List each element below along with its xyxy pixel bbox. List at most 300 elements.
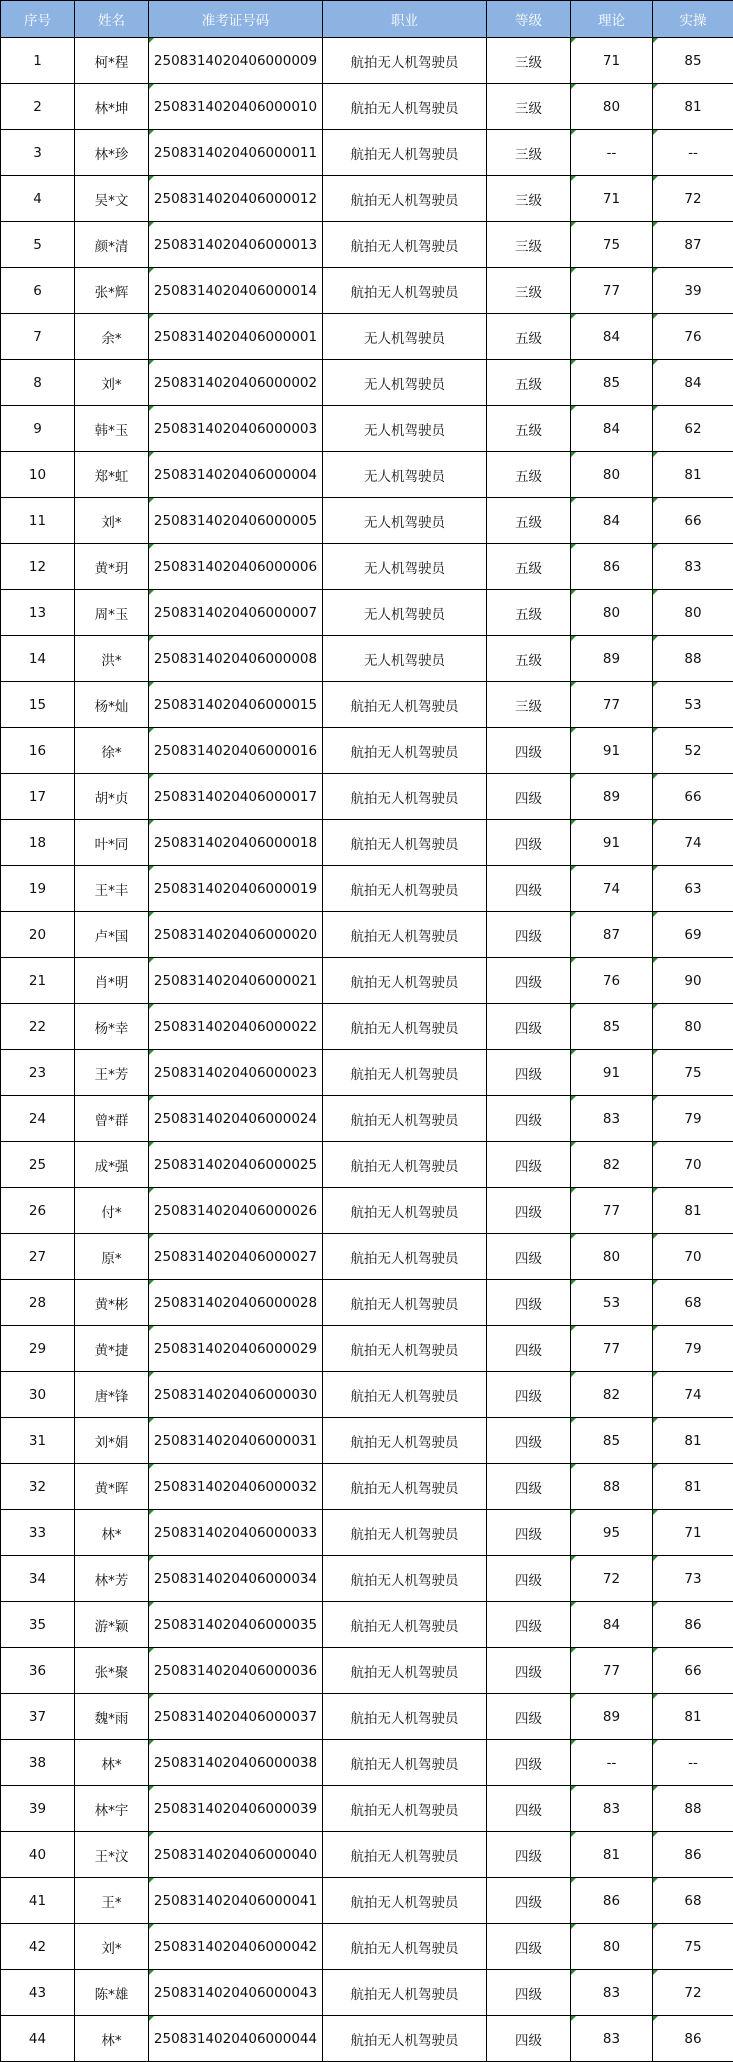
table-row (1, 1464, 733, 1510)
table-row (1, 1832, 733, 1878)
cell-name: 魏*雨 (75, 1694, 149, 1740)
table-row (1, 1188, 733, 1234)
cell-name: 原* (75, 1234, 149, 1280)
cell-practice: 72 (653, 176, 733, 222)
cell-ticket-number: 2508314020406000017 (149, 774, 323, 820)
cell-level: 四级 (487, 1924, 571, 1970)
cell-name: 林* (75, 1510, 149, 1556)
cell-ticket-number: 2508314020406000043 (149, 1970, 323, 2016)
cell-occupation: 航拍无人机驾驶员 (323, 1740, 487, 1786)
table-row (1, 130, 733, 176)
table-row (1, 1970, 733, 2016)
cell-practice: 66 (653, 498, 733, 544)
table-row (1, 912, 733, 958)
cell-name: 黄*晖 (75, 1464, 149, 1510)
cell-practice: 68 (653, 1280, 733, 1326)
cell-name: 林*芳 (75, 1556, 149, 1602)
cell-occupation: 航拍无人机驾驶员 (323, 268, 487, 314)
cell-level: 五级 (487, 498, 571, 544)
cell-practice: 70 (653, 1234, 733, 1280)
cell-ticket-number: 2508314020406000011 (149, 130, 323, 176)
table-row (1, 820, 733, 866)
cell-level: 四级 (487, 1740, 571, 1786)
table-row (1, 1740, 733, 1786)
cell-level: 五级 (487, 406, 571, 452)
cell-name: 王*汶 (75, 1832, 149, 1878)
cell-name: 洪* (75, 636, 149, 682)
table-row (1, 1510, 733, 1556)
cell-name: 林*坤 (75, 84, 149, 130)
cell-practice: 66 (653, 774, 733, 820)
cell-practice: 86 (653, 1602, 733, 1648)
cell-level: 四级 (487, 1510, 571, 1556)
cell-ticket-number: 2508314020406000020 (149, 912, 323, 958)
cell-level: 三级 (487, 176, 571, 222)
cell-practice: 88 (653, 1786, 733, 1832)
cell-name: 黄*玥 (75, 544, 149, 590)
cell-theory: 84 (571, 314, 653, 360)
cell-occupation: 航拍无人机驾驶员 (323, 2016, 487, 2062)
cell-name: 杨*幸 (75, 1004, 149, 1050)
table-row (1, 1050, 733, 1096)
cell-theory: 71 (571, 38, 653, 84)
cell-name: 肖*明 (75, 958, 149, 1004)
cell-ticket-number: 2508314020406000034 (149, 1556, 323, 1602)
header-ticket-number: 准考证号码 (149, 1, 323, 38)
header-level: 等级 (487, 1, 571, 38)
cell-occupation: 航拍无人机驾驶员 (323, 728, 487, 774)
cell-occupation: 无人机驾驶员 (323, 590, 487, 636)
cell-occupation: 航拍无人机驾驶员 (323, 84, 487, 130)
cell-practice: 68 (653, 1878, 733, 1924)
cell-level: 四级 (487, 1694, 571, 1740)
cell-practice: 52 (653, 728, 733, 774)
header-seq: 序号 (1, 1, 75, 38)
cell-practice: 84 (653, 360, 733, 406)
cell-ticket-number: 2508314020406000013 (149, 222, 323, 268)
cell-name: 王*丰 (75, 866, 149, 912)
cell-ticket-number: 2508314020406000004 (149, 452, 323, 498)
cell-seq: 26 (1, 1188, 75, 1234)
cell-name: 林* (75, 2016, 149, 2062)
cell-level: 四级 (487, 1004, 571, 1050)
cell-name: 张*辉 (75, 268, 149, 314)
cell-theory: 77 (571, 268, 653, 314)
cell-seq: 30 (1, 1372, 75, 1418)
cell-name: 吴*文 (75, 176, 149, 222)
cell-practice: 81 (653, 84, 733, 130)
cell-level: 五级 (487, 590, 571, 636)
cell-theory: 82 (571, 1372, 653, 1418)
cell-practice: 87 (653, 222, 733, 268)
table-row (1, 1096, 733, 1142)
cell-ticket-number: 2508314020406000009 (149, 38, 323, 84)
cell-theory: 81 (571, 1832, 653, 1878)
cell-seq: 1 (1, 38, 75, 84)
cell-occupation: 航拍无人机驾驶员 (323, 38, 487, 84)
cell-ticket-number: 2508314020406000015 (149, 682, 323, 728)
cell-level: 三级 (487, 682, 571, 728)
table-row (1, 1418, 733, 1464)
cell-theory: 83 (571, 1970, 653, 2016)
cell-theory: 72 (571, 1556, 653, 1602)
cell-seq: 22 (1, 1004, 75, 1050)
cell-theory: 80 (571, 1924, 653, 1970)
cell-theory: 77 (571, 1326, 653, 1372)
cell-ticket-number: 2508314020406000006 (149, 544, 323, 590)
table-row (1, 360, 733, 406)
cell-seq: 16 (1, 728, 75, 774)
cell-ticket-number: 2508314020406000027 (149, 1234, 323, 1280)
cell-seq: 4 (1, 176, 75, 222)
cell-level: 四级 (487, 2016, 571, 2062)
cell-level: 五级 (487, 544, 571, 590)
cell-practice: 71 (653, 1510, 733, 1556)
cell-seq: 3 (1, 130, 75, 176)
cell-seq: 34 (1, 1556, 75, 1602)
cell-ticket-number: 2508314020406000003 (149, 406, 323, 452)
table-row (1, 1924, 733, 1970)
cell-name: 柯*程 (75, 38, 149, 84)
cell-seq: 12 (1, 544, 75, 590)
cell-theory: 87 (571, 912, 653, 958)
cell-name: 郑*虹 (75, 452, 149, 498)
cell-seq: 8 (1, 360, 75, 406)
cell-occupation: 航拍无人机驾驶员 (323, 222, 487, 268)
cell-occupation: 无人机驾驶员 (323, 314, 487, 360)
cell-level: 四级 (487, 1096, 571, 1142)
cell-theory: 84 (571, 1602, 653, 1648)
cell-name: 刘* (75, 360, 149, 406)
cell-ticket-number: 2508314020406000023 (149, 1050, 323, 1096)
table-row (1, 544, 733, 590)
cell-seq: 6 (1, 268, 75, 314)
header-row (1, 1, 733, 38)
cell-seq: 21 (1, 958, 75, 1004)
cell-level: 四级 (487, 1556, 571, 1602)
cell-practice: 81 (653, 452, 733, 498)
cell-occupation: 航拍无人机驾驶员 (323, 130, 487, 176)
cell-practice: 80 (653, 1004, 733, 1050)
table-row (1, 774, 733, 820)
cell-occupation: 航拍无人机驾驶员 (323, 820, 487, 866)
cell-level: 四级 (487, 1188, 571, 1234)
cell-occupation: 航拍无人机驾驶员 (323, 1832, 487, 1878)
table-body (1, 38, 733, 2062)
cell-practice: 81 (653, 1188, 733, 1234)
cell-theory: 85 (571, 1418, 653, 1464)
cell-seq: 33 (1, 1510, 75, 1556)
cell-occupation: 航拍无人机驾驶员 (323, 1142, 487, 1188)
cell-occupation: 航拍无人机驾驶员 (323, 1372, 487, 1418)
cell-theory: 75 (571, 222, 653, 268)
header-name: 姓名 (75, 1, 149, 38)
cell-seq: 19 (1, 866, 75, 912)
cell-ticket-number: 2508314020406000018 (149, 820, 323, 866)
table-row (1, 84, 733, 130)
cell-practice: 75 (653, 1050, 733, 1096)
cell-theory: 83 (571, 2016, 653, 2062)
cell-practice: 63 (653, 866, 733, 912)
cell-ticket-number: 2508314020406000042 (149, 1924, 323, 1970)
cell-theory: 88 (571, 1464, 653, 1510)
cell-seq: 43 (1, 1970, 75, 2016)
cell-level: 五级 (487, 452, 571, 498)
cell-practice: -- (653, 130, 733, 176)
cell-level: 四级 (487, 1418, 571, 1464)
cell-theory: 82 (571, 1142, 653, 1188)
cell-theory: 95 (571, 1510, 653, 1556)
cell-seq: 29 (1, 1326, 75, 1372)
cell-occupation: 航拍无人机驾驶员 (323, 1970, 487, 2016)
cell-name: 颜*清 (75, 222, 149, 268)
cell-occupation: 航拍无人机驾驶员 (323, 1234, 487, 1280)
cell-ticket-number: 2508314020406000008 (149, 636, 323, 682)
cell-theory: 86 (571, 544, 653, 590)
cell-occupation: 航拍无人机驾驶员 (323, 774, 487, 820)
cell-occupation: 航拍无人机驾驶员 (323, 1418, 487, 1464)
cell-occupation: 航拍无人机驾驶员 (323, 1878, 487, 1924)
cell-occupation: 航拍无人机驾驶员 (323, 1510, 487, 1556)
cell-occupation: 航拍无人机驾驶员 (323, 1694, 487, 1740)
cell-ticket-number: 2508314020406000033 (149, 1510, 323, 1556)
cell-practice: 79 (653, 1096, 733, 1142)
cell-seq: 40 (1, 1832, 75, 1878)
cell-occupation: 航拍无人机驾驶员 (323, 1464, 487, 1510)
cell-ticket-number: 2508314020406000002 (149, 360, 323, 406)
cell-occupation: 无人机驾驶员 (323, 406, 487, 452)
cell-seq: 38 (1, 1740, 75, 1786)
cell-seq: 25 (1, 1142, 75, 1188)
cell-ticket-number: 2508314020406000030 (149, 1372, 323, 1418)
cell-theory: 53 (571, 1280, 653, 1326)
cell-ticket-number: 2508314020406000028 (149, 1280, 323, 1326)
cell-practice: 62 (653, 406, 733, 452)
cell-ticket-number: 2508314020406000021 (149, 958, 323, 1004)
header-occupation: 职业 (323, 1, 487, 38)
cell-occupation: 航拍无人机驾驶员 (323, 682, 487, 728)
cell-theory: 80 (571, 1234, 653, 1280)
cell-practice: 85 (653, 38, 733, 84)
table-row (1, 452, 733, 498)
cell-level: 五级 (487, 360, 571, 406)
cell-practice: 73 (653, 1556, 733, 1602)
table-row (1, 1786, 733, 1832)
cell-theory: -- (571, 1740, 653, 1786)
cell-occupation: 航拍无人机驾驶员 (323, 1188, 487, 1234)
cell-ticket-number: 2508314020406000044 (149, 2016, 323, 2062)
cell-level: 三级 (487, 38, 571, 84)
table-row (1, 1694, 733, 1740)
cell-practice: 80 (653, 590, 733, 636)
table-row (1, 1234, 733, 1280)
cell-occupation: 航拍无人机驾驶员 (323, 1050, 487, 1096)
cell-ticket-number: 2508314020406000037 (149, 1694, 323, 1740)
cell-theory: 83 (571, 1096, 653, 1142)
cell-seq: 10 (1, 452, 75, 498)
cell-seq: 7 (1, 314, 75, 360)
cell-seq: 32 (1, 1464, 75, 1510)
cell-practice: 53 (653, 682, 733, 728)
cell-level: 四级 (487, 1602, 571, 1648)
cell-seq: 11 (1, 498, 75, 544)
cell-practice: 83 (653, 544, 733, 590)
cell-practice: 86 (653, 1832, 733, 1878)
cell-seq: 27 (1, 1234, 75, 1280)
cell-ticket-number: 2508314020406000005 (149, 498, 323, 544)
cell-level: 四级 (487, 912, 571, 958)
cell-occupation: 航拍无人机驾驶员 (323, 1648, 487, 1694)
cell-name: 林*宇 (75, 1786, 149, 1832)
cell-seq: 17 (1, 774, 75, 820)
table-row (1, 1004, 733, 1050)
cell-theory: 83 (571, 1786, 653, 1832)
table-row (1, 1556, 733, 1602)
cell-practice: 81 (653, 1418, 733, 1464)
cell-name: 黄*捷 (75, 1326, 149, 1372)
cell-seq: 28 (1, 1280, 75, 1326)
cell-ticket-number: 2508314020406000026 (149, 1188, 323, 1234)
cell-theory: 89 (571, 1694, 653, 1740)
cell-ticket-number: 2508314020406000007 (149, 590, 323, 636)
cell-seq: 14 (1, 636, 75, 682)
cell-level: 四级 (487, 1970, 571, 2016)
cell-theory: 77 (571, 1648, 653, 1694)
cell-occupation: 航拍无人机驾驶员 (323, 1280, 487, 1326)
cell-level: 四级 (487, 1280, 571, 1326)
cell-level: 三级 (487, 268, 571, 314)
table-row (1, 682, 733, 728)
cell-theory: 77 (571, 1188, 653, 1234)
table-row (1, 2016, 733, 2062)
cell-occupation: 航拍无人机驾驶员 (323, 176, 487, 222)
cell-ticket-number: 2508314020406000040 (149, 1832, 323, 1878)
cell-seq: 24 (1, 1096, 75, 1142)
cell-practice: 88 (653, 636, 733, 682)
cell-theory: 71 (571, 176, 653, 222)
cell-occupation: 航拍无人机驾驶员 (323, 1924, 487, 1970)
cell-seq: 36 (1, 1648, 75, 1694)
cell-theory: 85 (571, 360, 653, 406)
cell-practice: -- (653, 1740, 733, 1786)
table-row (1, 590, 733, 636)
cell-name: 成*强 (75, 1142, 149, 1188)
cell-seq: 20 (1, 912, 75, 958)
cell-theory: 76 (571, 958, 653, 1004)
header-theory: 理论 (571, 1, 653, 38)
cell-occupation: 航拍无人机驾驶员 (323, 1602, 487, 1648)
cell-level: 四级 (487, 1878, 571, 1924)
cell-level: 四级 (487, 1142, 571, 1188)
cell-ticket-number: 2508314020406000031 (149, 1418, 323, 1464)
cell-name: 杨*灿 (75, 682, 149, 728)
cell-practice: 66 (653, 1648, 733, 1694)
cell-occupation: 航拍无人机驾驶员 (323, 866, 487, 912)
cell-theory: 91 (571, 820, 653, 866)
cell-theory: 89 (571, 636, 653, 682)
cell-practice: 39 (653, 268, 733, 314)
cell-seq: 37 (1, 1694, 75, 1740)
cell-name: 张*聚 (75, 1648, 149, 1694)
cell-practice: 86 (653, 2016, 733, 2062)
cell-occupation: 无人机驾驶员 (323, 636, 487, 682)
cell-practice: 75 (653, 1924, 733, 1970)
cell-occupation: 航拍无人机驾驶员 (323, 1786, 487, 1832)
cell-occupation: 航拍无人机驾驶员 (323, 958, 487, 1004)
cell-name: 王* (75, 1878, 149, 1924)
cell-ticket-number: 2508314020406000035 (149, 1602, 323, 1648)
cell-name: 林* (75, 1740, 149, 1786)
table-row (1, 1326, 733, 1372)
table-row (1, 1372, 733, 1418)
cell-seq: 42 (1, 1924, 75, 1970)
cell-level: 四级 (487, 866, 571, 912)
cell-seq: 23 (1, 1050, 75, 1096)
table-row (1, 406, 733, 452)
cell-name: 付* (75, 1188, 149, 1234)
cell-name: 刘* (75, 1924, 149, 1970)
cell-seq: 39 (1, 1786, 75, 1832)
cell-level: 四级 (487, 1326, 571, 1372)
cell-ticket-number: 2508314020406000016 (149, 728, 323, 774)
table-row (1, 1648, 733, 1694)
cell-ticket-number: 2508314020406000029 (149, 1326, 323, 1372)
table-row (1, 866, 733, 912)
cell-name: 韩*玉 (75, 406, 149, 452)
cell-seq: 44 (1, 2016, 75, 2062)
cell-name: 余* (75, 314, 149, 360)
cell-practice: 69 (653, 912, 733, 958)
cell-level: 四级 (487, 1050, 571, 1096)
cell-occupation: 无人机驾驶员 (323, 360, 487, 406)
cell-name: 林*珍 (75, 130, 149, 176)
cell-theory: 85 (571, 1004, 653, 1050)
cell-level: 四级 (487, 1464, 571, 1510)
cell-seq: 13 (1, 590, 75, 636)
cell-seq: 5 (1, 222, 75, 268)
cell-level: 四级 (487, 774, 571, 820)
cell-level: 四级 (487, 728, 571, 774)
cell-level: 三级 (487, 84, 571, 130)
cell-level: 四级 (487, 1372, 571, 1418)
cell-theory: 89 (571, 774, 653, 820)
cell-level: 五级 (487, 314, 571, 360)
cell-practice: 72 (653, 1970, 733, 2016)
cell-theory: 86 (571, 1878, 653, 1924)
cell-seq: 15 (1, 682, 75, 728)
cell-name: 王*芳 (75, 1050, 149, 1096)
cell-ticket-number: 2508314020406000032 (149, 1464, 323, 1510)
cell-ticket-number: 2508314020406000041 (149, 1878, 323, 1924)
cell-practice: 70 (653, 1142, 733, 1188)
table-row (1, 958, 733, 1004)
cell-theory: 77 (571, 682, 653, 728)
cell-seq: 2 (1, 84, 75, 130)
cell-ticket-number: 2508314020406000019 (149, 866, 323, 912)
cell-level: 四级 (487, 1832, 571, 1878)
cell-occupation: 无人机驾驶员 (323, 452, 487, 498)
cell-practice: 79 (653, 1326, 733, 1372)
cell-level: 四级 (487, 958, 571, 1004)
cell-theory: 74 (571, 866, 653, 912)
cell-name: 曾*群 (75, 1096, 149, 1142)
cell-name: 刘*娟 (75, 1418, 149, 1464)
cell-ticket-number: 2508314020406000024 (149, 1096, 323, 1142)
cell-practice: 81 (653, 1694, 733, 1740)
cell-name: 叶*同 (75, 820, 149, 866)
cell-level: 四级 (487, 1234, 571, 1280)
cell-theory: 91 (571, 728, 653, 774)
